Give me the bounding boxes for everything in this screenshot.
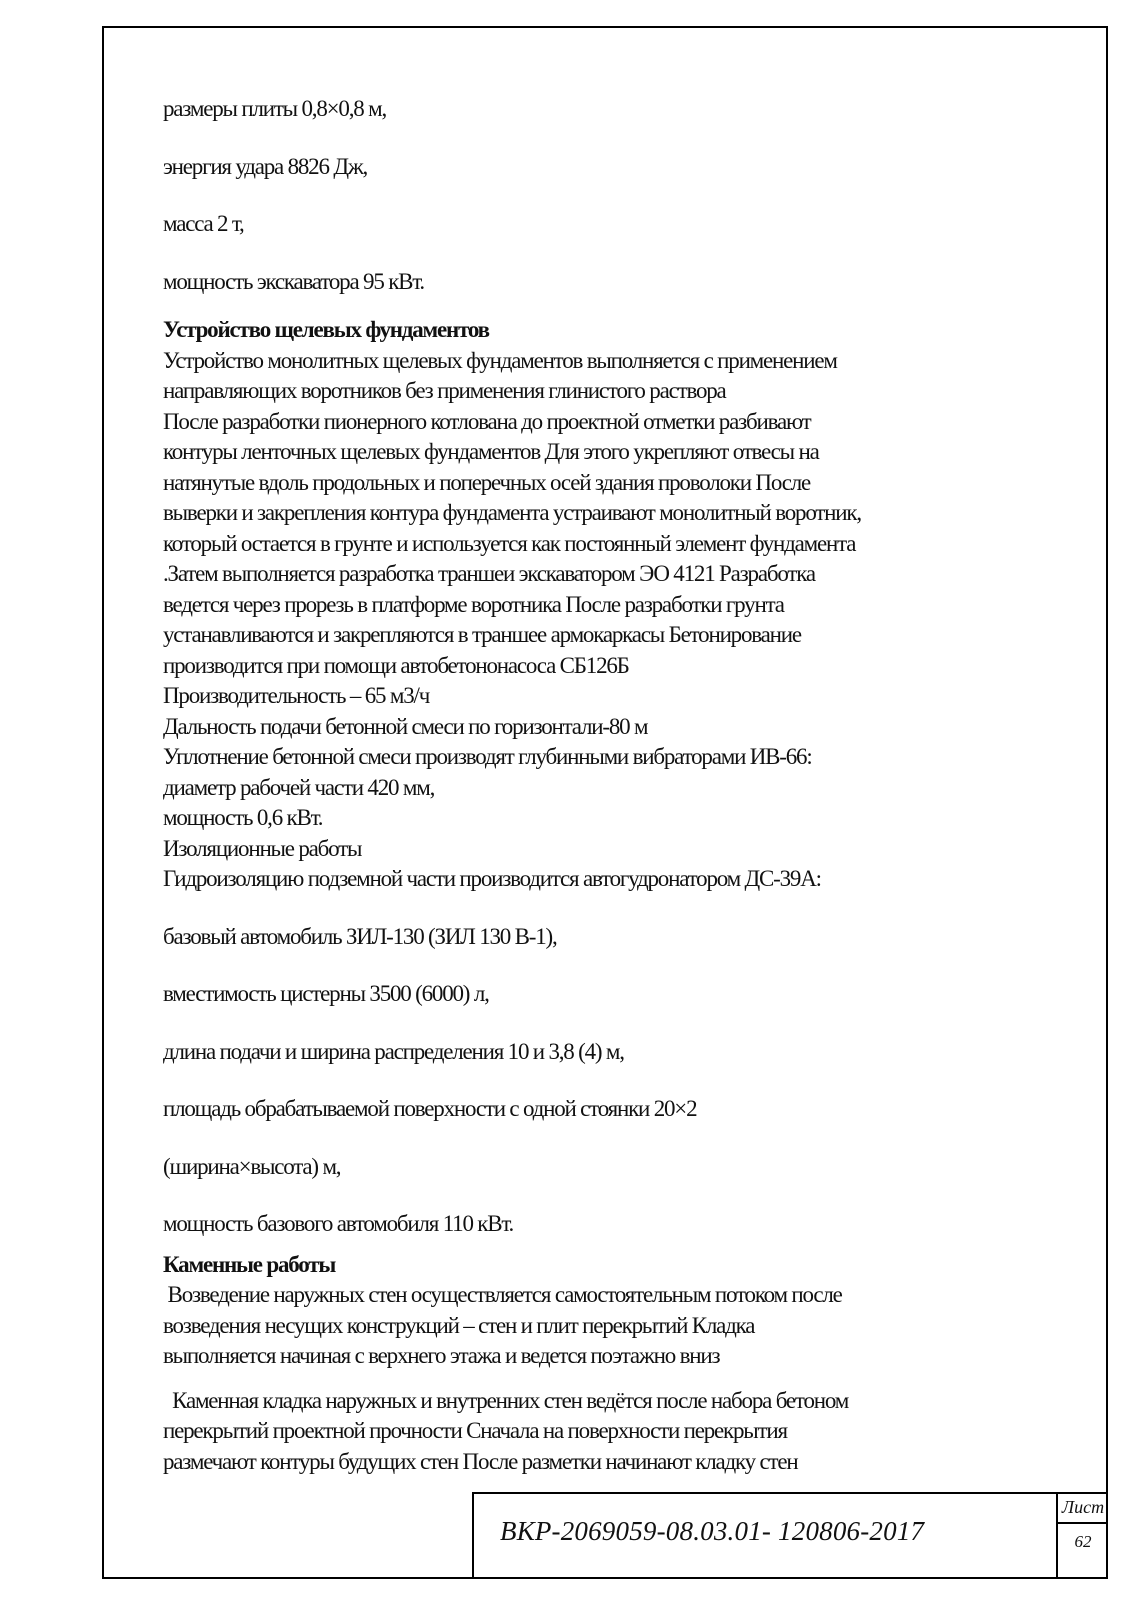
text-line: Изоляционные работы bbox=[163, 835, 362, 861]
title-block-stamp bbox=[472, 1492, 1108, 1579]
text-line: выполняется начиная с верхнего этажа и ведется поэтажно вниз bbox=[163, 1343, 720, 1368]
spec-item: длина подачи и ширина распределения 10 и 3,8 (4) м, bbox=[163, 1038, 624, 1064]
section-body-slot-foundations bbox=[163, 346, 1063, 895]
spec-item: масса 2 т, bbox=[163, 211, 244, 236]
text-line: диаметр рабочей части 420 мм, bbox=[163, 774, 435, 800]
text-line: размечают контуры будущих стен После разметки начинают кладку стен bbox=[163, 1448, 798, 1474]
spec-item: размеры плиты 0,8×0,8 м, bbox=[163, 96, 387, 121]
text-line: Устройство монолитных щелевых фундаментов выполняется с применением bbox=[163, 347, 837, 373]
text-line: После разработки пионерного котлована до проектной отметки разбивают bbox=[163, 408, 811, 434]
document-body bbox=[163, 94, 1063, 1477]
spec-item: (ширина×высота) м, bbox=[163, 1153, 341, 1179]
text-line: натянутые вдоль продольных и поперечных осей здания проволоки После bbox=[163, 469, 810, 495]
text-line: Возведение наружных стен осуществляется самостоятельным потоком после bbox=[163, 1282, 842, 1307]
spec-item: вместимость цистерны 3500 (6000) л, bbox=[163, 981, 489, 1006]
text-line: Каменная кладка наружных и внутренних стен ведётся после набора бетоном bbox=[163, 1387, 849, 1413]
sheet-label: Лист bbox=[1058, 1492, 1108, 1524]
text-line: мощность 0,6 кВт. bbox=[163, 805, 323, 830]
text-line: ведется через прорезь в платформе воротника После разработки грунта bbox=[163, 591, 784, 617]
text-line: который остается в грунте и используется как постоянный элемент фундамента bbox=[163, 530, 856, 556]
spec-item: базовый автомобиль ЗИЛ-130 (ЗИЛ 130 В-1), bbox=[163, 923, 557, 949]
sheet-number: 62 bbox=[1074, 1532, 1092, 1551]
spec-item: энергия удара 8826 Дж, bbox=[163, 153, 368, 179]
text-line: Уплотнение бетонной смеси производят глубинными вибраторами ИВ-66: bbox=[163, 744, 812, 769]
text-line: устанавливаются и закрепляются в траншее армокаркасы Бетонирование bbox=[163, 622, 801, 647]
text-line: Производительность – 65 м3/ч bbox=[163, 683, 430, 708]
spec-item: площадь обрабатываемой поверхности с одной стоянки 20×2 bbox=[163, 1096, 697, 1121]
text-line: возведения несущих конструкций – стен и плит перекрытий Кладка bbox=[163, 1312, 755, 1338]
text-line: Дальность подачи бетонной смеси по горизонтали-80 м bbox=[163, 713, 648, 739]
text-line: .Затем выполняется разработка траншеи экскаватором ЭО 4121 Разработка bbox=[163, 561, 815, 586]
section-body-masonry bbox=[163, 1280, 1063, 1477]
section-title-slot-foundations: Устройство щелевых фундаментов bbox=[163, 317, 489, 342]
spec-list-1 bbox=[163, 94, 1063, 297]
text-line: перекрытий проектной прочности Сначала на поверхности перекрытия bbox=[163, 1418, 787, 1443]
sheet-cell bbox=[1056, 1492, 1108, 1579]
document-code: ВКР-2069059-08.03.01- 120806-2017 bbox=[500, 1516, 925, 1546]
text-line: направляющих воротников без применения глинистого раствора bbox=[163, 378, 726, 403]
spec-list-2 bbox=[163, 922, 1063, 1240]
spec-item: мощность экскаватора 95 кВт. bbox=[163, 268, 424, 294]
text-line: Гидроизоляцию подземной части производится автогудронатором ДС-39А: bbox=[163, 866, 821, 891]
section-title-masonry: Каменные работы bbox=[163, 1251, 336, 1277]
spec-item: мощность базового автомобиля 110 кВт. bbox=[163, 1211, 514, 1236]
text-line: контуры ленточных щелевых фундаментов Для этого укрепляют отвесы на bbox=[163, 439, 819, 464]
text-line: производится при помощи автобетононасоса СБ126Б bbox=[163, 652, 629, 678]
text-line: выверки и закрепления контура фундамента устраивают монолитный воротник, bbox=[163, 500, 861, 525]
